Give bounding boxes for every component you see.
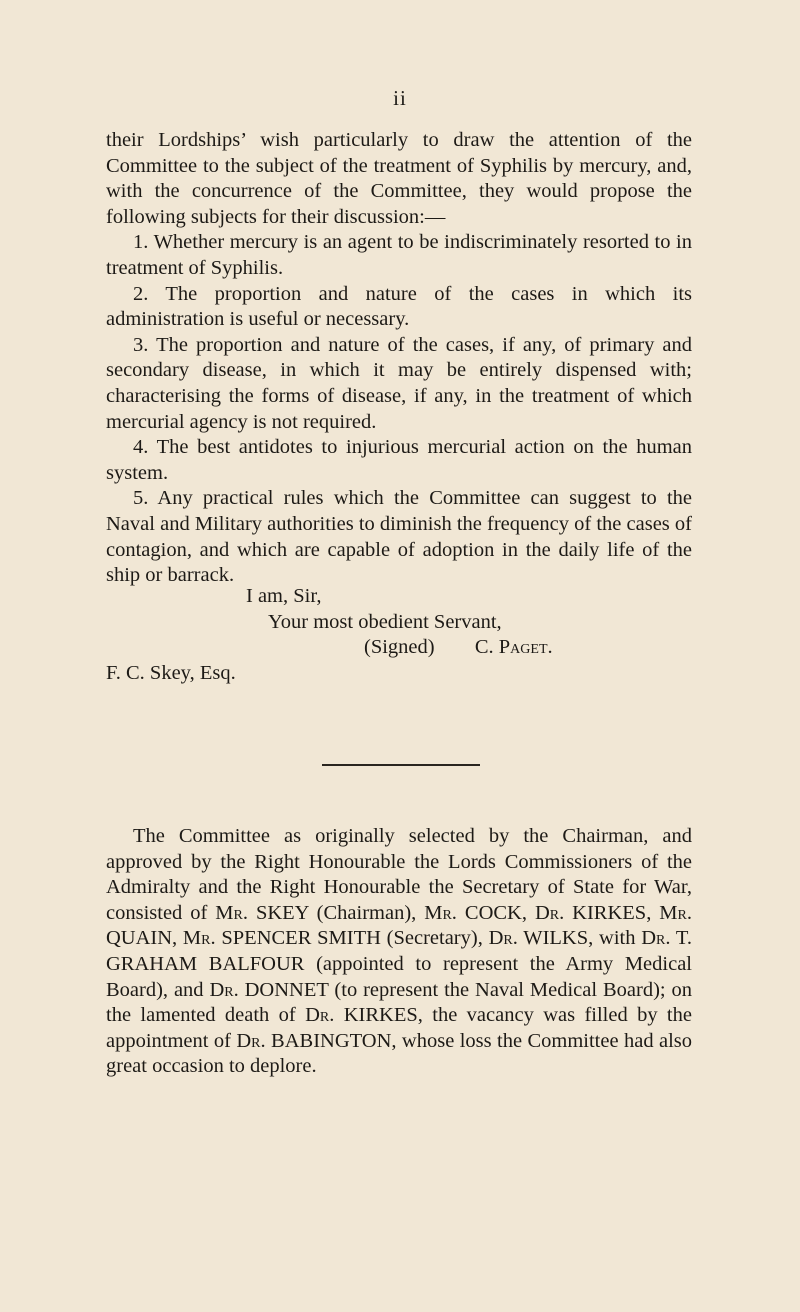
item-5: 5. Any practical rules which the Committee can suggest to the Naval and Military authorities to diminish the frequency of the cases of contagion, and which are capable of adoption in the daily life of the ship or barrack. (106, 487, 692, 587)
title-mr: Mr. (182, 927, 216, 950)
closing-salutation: I am, Sir, (246, 585, 322, 607)
name-smith: SPENCER SMITH (Secretary), (215, 927, 489, 950)
item-4: 4. The best antidotes to injurious mercurial action on the human system. (106, 436, 692, 484)
name-kirkes: KIRKES, (564, 901, 660, 924)
section-divider (322, 764, 480, 766)
committee-section (106, 824, 692, 1080)
title-mr: Mr. (215, 901, 248, 924)
page-number: ii (393, 86, 407, 110)
title-dr: Dr. (534, 901, 565, 924)
letter-closing (106, 584, 692, 686)
name-babington: BABINGTON, whose loss the Committee had also great occasion to deplore. (106, 1029, 692, 1078)
name-quain: QUAIN, (106, 927, 183, 950)
signed-label: (Signed) (364, 636, 435, 659)
title-dr: Dr. (209, 978, 239, 1001)
item-3: 3. The proportion and nature of the cases, if any, of primary and secondary disease, in which it may be entirely dispensed with; characterising the forms of disease, if any, in the treatment of which mercurial agency is not required. (106, 333, 692, 433)
committee-paragraph (106, 824, 692, 1080)
item-1: 1. Whether mercury is an agent to be indiscriminately resorted to in treatment of Syphilis. (106, 231, 692, 279)
name-kirkes-2: KIRKES, the vacancy was filled by the appointment of (106, 1004, 692, 1052)
name-donnet: DONNET (to represent the Naval Medical Board); on the lamented death of (106, 978, 692, 1027)
title-dr: Dr. (305, 1004, 335, 1027)
title-dr: Dr. (641, 927, 671, 950)
name-wilks: WILKS, with (517, 927, 642, 950)
title-mr: Mr. (659, 901, 692, 924)
title-dr: Dr. (236, 1029, 266, 1052)
signature-line (106, 635, 692, 661)
signatory-name: C. Paget. (474, 636, 553, 659)
letter-body (106, 128, 692, 589)
committee-text: The Committee as originally selected by the Chairman, and approved by the Right Honourable the Lords Commissioners of the Admiralty and the Right Honourable the Secretary of State for War, consisted of (106, 825, 692, 924)
name-cock: COCK, (456, 901, 535, 924)
title-mr: Mr. (424, 901, 457, 924)
name-balfour: T. GRAHAM BALFOUR (appointed to represent the Army Medical Board), and (106, 927, 692, 1001)
addressee: F. C. Skey, Esq. (106, 661, 236, 684)
title-dr: Dr. (488, 927, 518, 950)
intro-paragraph: their Lordships’ wish particularly to draw the attention of the Committee to the subject of the treatment of Syphilis by mercury, and, with the concurrence of the Committee, they would propose the following subjects for their discussion:— (106, 129, 692, 228)
item-2: 2. The proportion and nature of the cases in which its administration is useful or necessary. (106, 282, 692, 331)
closing-servant: Your most obedient Servant, (268, 610, 502, 633)
name-skey: SKEY (Chairman), (247, 901, 425, 924)
